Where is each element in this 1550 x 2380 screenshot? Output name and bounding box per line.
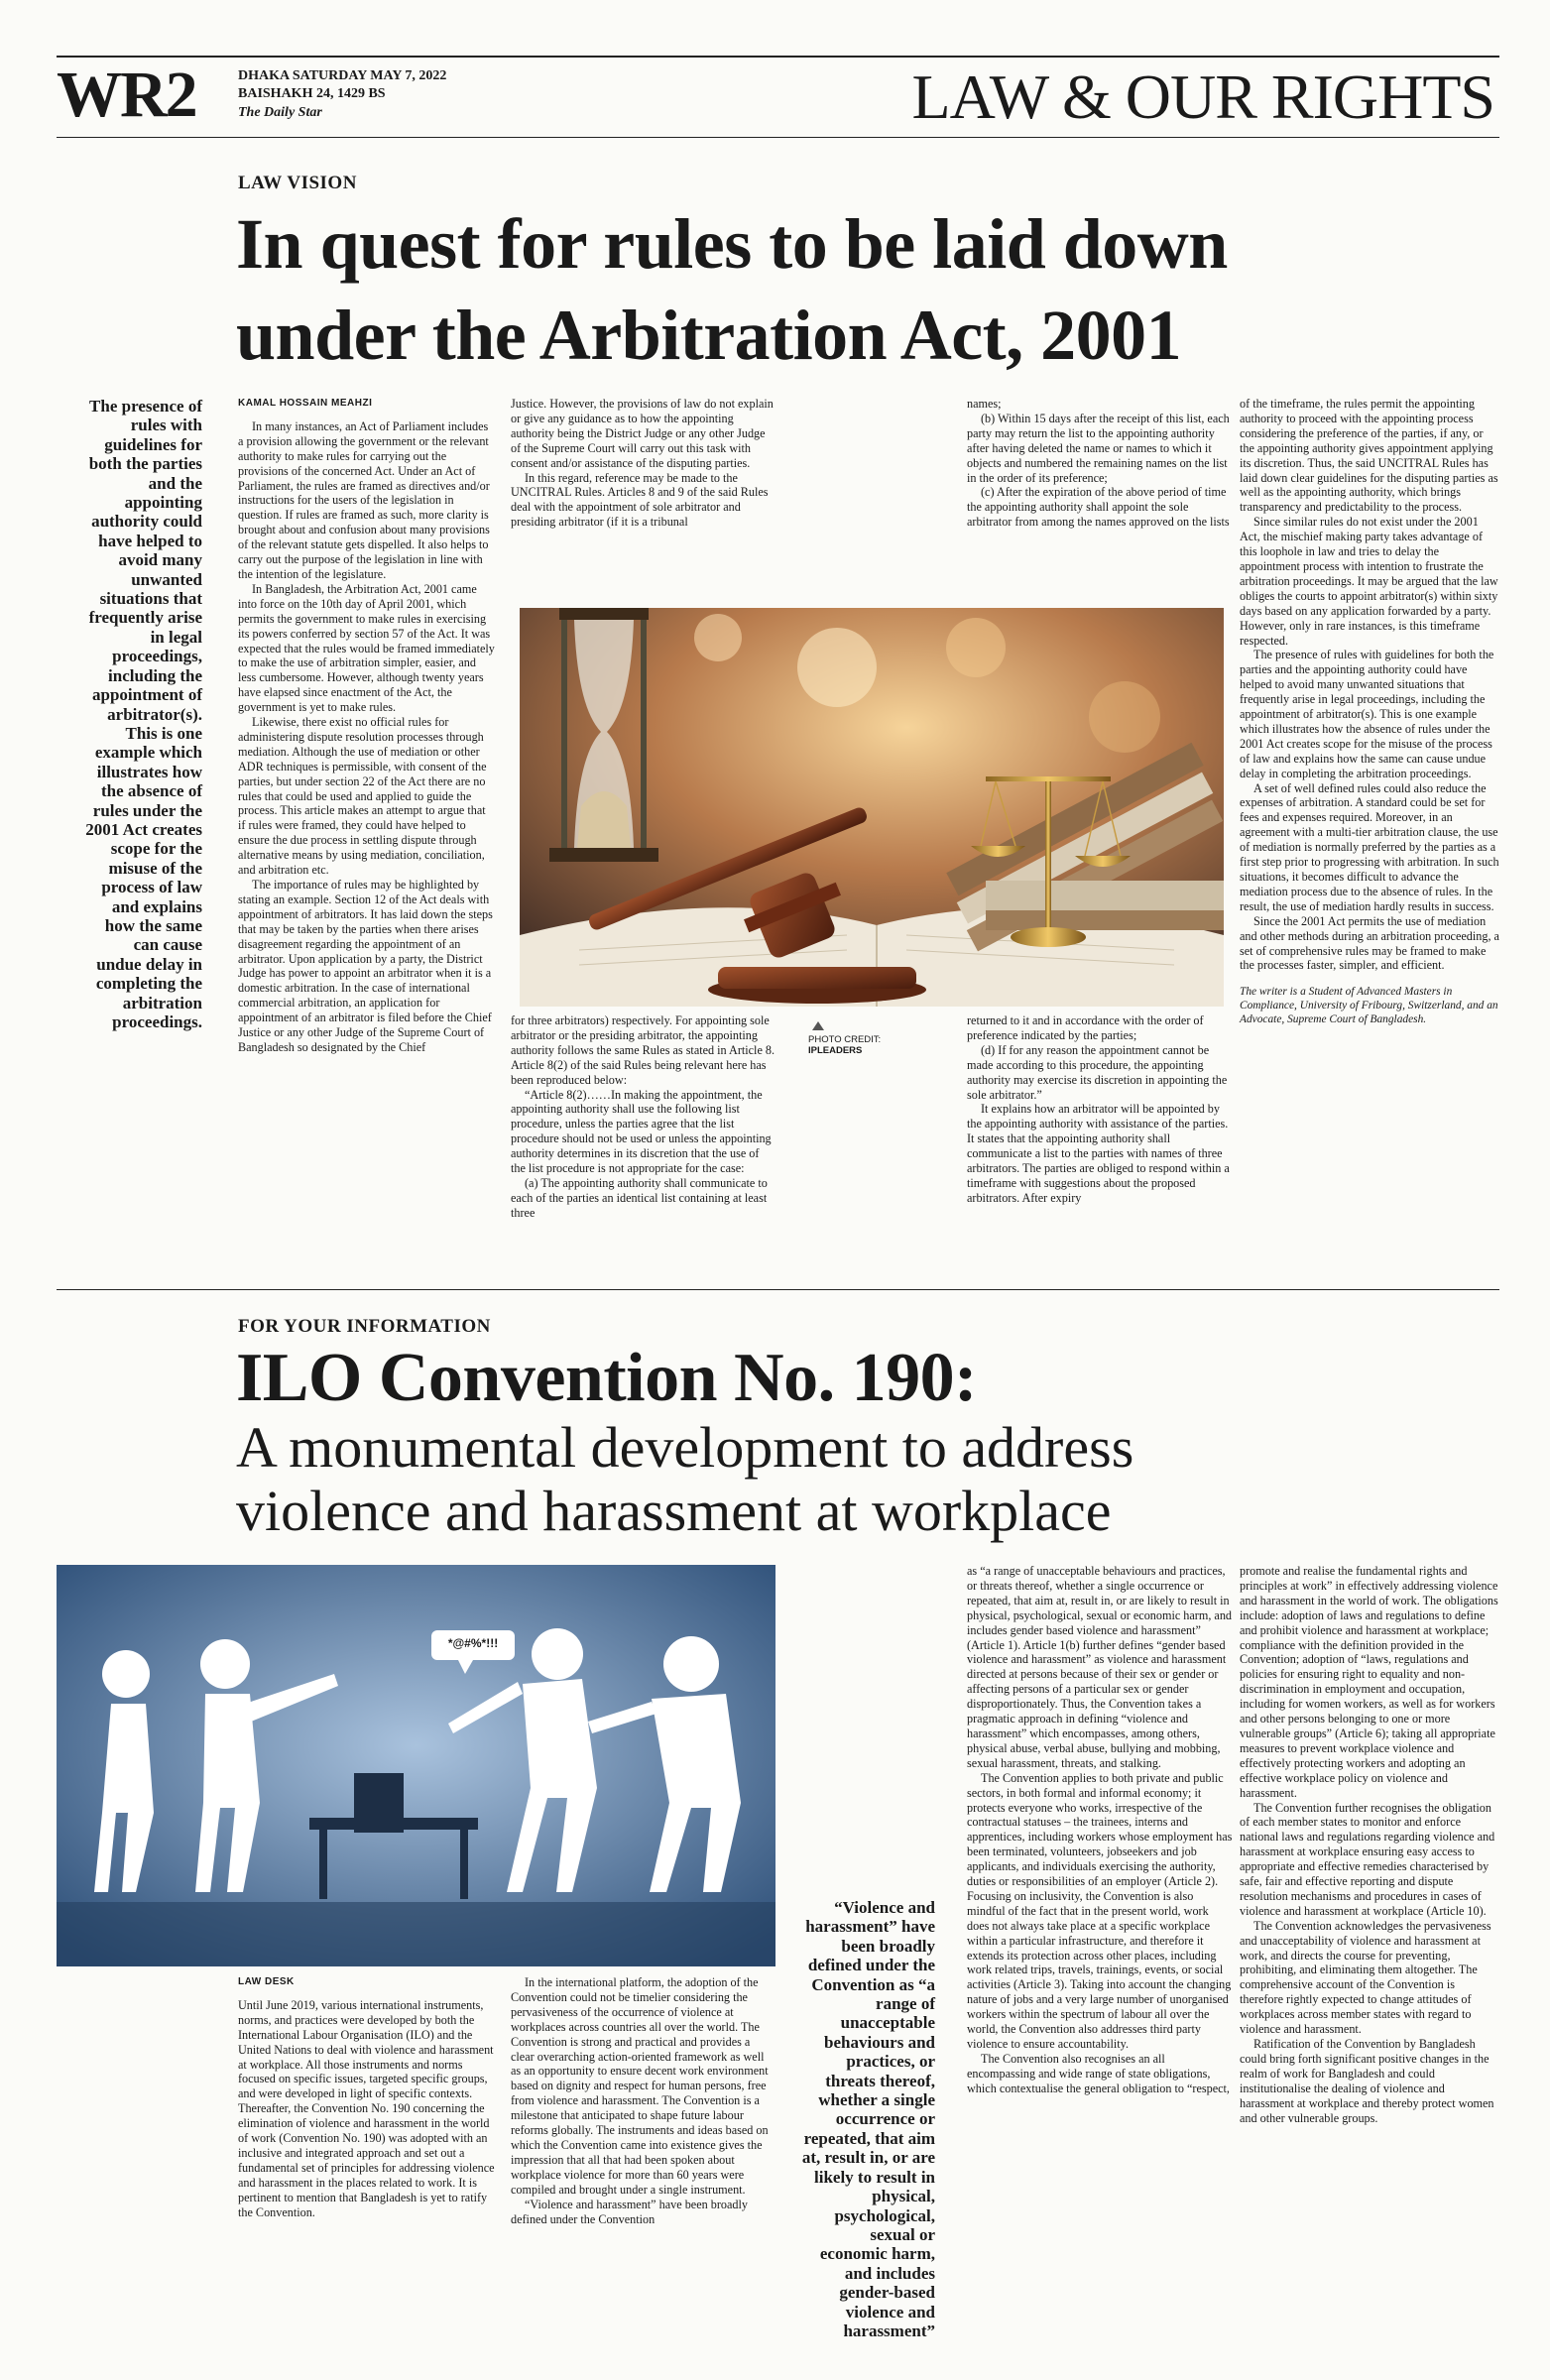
paragraph: The presence of rules with guidelines for both the parties and the appointing authority could have helped to avoid many unwanted situations that frequently arise in legal proceedings, including the appointment of arbitrator(s). This is one example which illustrates how the absence of rules under the 2001 Act creates scope for the misuse of the process of law and explains how the same can cause undue delay in completing the arbitration proceedings. (1240, 648, 1494, 780)
article2-kicker: FOR YOUR INFORMATION (238, 1316, 491, 1337)
paragraph: Likewise, there exist no official rules for administering dispute resolution processes through mediation. Although the use of mediation or other ADR techniques is permissible, with consent of the parties, but under section 22 of the Act there are no rules that could be used and applied to guide the process. This article makes an attempt to argue that if rules were framed, they could have helped to ensure the due process in settling dispute through alternative means by using mediation, conciliation, and arbitration etc. (238, 715, 487, 878)
arbitration-photo (520, 608, 1224, 1007)
top-rule (57, 56, 1499, 58)
section-divider (57, 1289, 1499, 1290)
article1-column-3-top (967, 397, 1233, 530)
paragraph: The Convention acknowledges the pervasiveness and unacceptability of violence and harassment at work, and directs the course for preventing, prohibiting, and eliminating them altogether. The comprehensive account of the Convention is therefore rightly expected to change attitudes of workplaces across member states with regard to violence and harassment. (1240, 1918, 1491, 2037)
paragraph: In many instances, an Act of Parliament includes a provision allowing the government or the relevant authority to make rules for carrying out the provisions of the concerned Act. Under an Act of Parliament, the rules are framed as directives and/or instructions for the users of the legislation in question. If rules are framed as such, more clarity is brought about and confusion about many provisions of the relevant statute gets dispelled. It also helps to carry out the purpose of the legislation in line with the intention of the legislature. (238, 418, 490, 581)
article2-column-2 (511, 1975, 776, 2226)
paragraph: It explains how an arbitrator will be appointed by the appointing authority with assistance of the parties. It states that the appointing authority shall communicate a list to the parties with names of three arbitrators. The parties are obliged to respond within a timeframe with suggestions about the proposed arbitrators. After expiry (967, 1102, 1230, 1205)
paragraph: A set of well defined rules could also reduce the expenses of arbitration. A standard could be set for fees and expenses required. Moreover, in an agreement with a multi-tier arbitration clause, the use of mediation is normally preferred by the parties as a first step prior to progressing with arbitration. In such situations, it becomes difficult to advance the mediation process due to the absence of rules. In the result, the use of mediation hardly results in success. (1240, 780, 1499, 913)
article1-headline-line1: In quest for rules to be laid down (236, 204, 1228, 284)
writer-note: The writer is a Student of Advanced Masters in Compliance, University of Fribourg, Switzerland, and an Advocate, Supreme Court of Bangladesh. (1240, 986, 1498, 1026)
paragraph: names; (967, 397, 1002, 411)
harassment-illustration (57, 1565, 775, 1966)
paragraph: promote and realise the fundamental rights and principles at work” in effectively addressing violence and harassment in the world of work. The obligations include: adoption of laws and regulations to define and prohibit violence and harassment at workplace; compliance with the definition provided in the Convention; adoption of “laws, regulations and policies for ensuring right to equality and non-discrimination in employment and occupation, including for women workers, as well as for workers and other persons belonging to one or more vulnerable groups” (Article 6); taking all appropriate measures to prevent workplace violence and effectively protecting workers and adopting an effective workplace policy on violence and harassment. (1240, 1564, 1498, 1800)
photo-credit-label: PHOTO CREDIT: (808, 1034, 882, 1045)
article1-column-2-bottom (511, 1013, 776, 1221)
article1-byline: KAMAL HOSSAIN MEAHZI (238, 398, 373, 409)
article2-column-4 (1240, 1564, 1499, 2125)
paragraph: returned to it and in accordance with the order of preference indicated by the parties; (967, 1013, 1204, 1042)
paragraph: Ratification of the Convention by Bangladesh could bring forth significant positive changes in the realm of work for Bangladesh and could institutionalise the dealing of violence and harassment at workplace and thereby protect women and other vulnerable groups. (1240, 2037, 1494, 2125)
masthead-rule (57, 137, 1499, 138)
article2-subhead-line1: A monumental development to address (236, 1415, 1134, 1480)
article1-column-3-bottom (967, 1013, 1233, 1206)
paragraph: (d) If for any reason the appointment cannot be made according to this procedure, the appointing authority may exercise its discretion in appointing the sole arbitrator.” (967, 1042, 1228, 1102)
paragraph: Since the 2001 Act permits the use of mediation and other methods during an arbitration proceeding, a set of comprehensive rules may be framed to make the processes faster, simpler, and efficient. (1240, 913, 1499, 973)
paragraph: “Violence and harassment” have been broadly defined under the Convention (511, 2197, 748, 2226)
paragraph: The Convention applies to both private and public sectors, in both formal and informal economy; it protects everyone who works, irrespective of the contractual statuses – the trainees, interns and apprentices, including workers whose employment has been terminated, volunteers, jobseekers and job applicants, and individuals exercising the authority, duties or responsibilities of an employer (Article 2). Focusing on inclusivity, the Convention is also mindful of the fact that in the present world, work does not always take place at a specific workplace within a particular infrastructure, and therefore it extends its protection across other places, including work related trips, travels, trainings, events, or social activities (Article 3). Taking into account the changing nature of jobs and a very large number of unorganised workers within the spectrum of labour all over the world, the Convention also addresses third party violence to ensure accountability. (967, 1770, 1233, 2051)
paragraph: as “a range of unacceptable behaviours and practices, or threats thereof, whether a single occurrence or repeated, that aim at, result in, or are likely to result in physical, psychological, sexual or economic harm, and includes gender based violence and harassment” (Article 1). Article 1(b) further defines “gender based violence and harassment” as violence and harassment directed at persons because of their sex or gender or affecting persons of a particular sex or gender disproportionately. Thus, the Convention takes a pragmatic approach in defining “violence and harassment” which encompasses, among others, physical abuse, verbal abuse, bullying and mobbing, sexual harassment, threats, and stalking. (967, 1564, 1233, 1770)
paragraph: (c) After the expiration of the above period of time the appointing authority shall appoint the sole arbitrator from among the names approved on the lists (967, 485, 1230, 530)
paragraph: for three arbitrators) respectively. For appointing sole arbitrator or the presiding arbitrator, the appointing authority follows the same Rules as stated in Article 8. Article 8(2) of the said Rules being relevant here has been reproduced below: (511, 1013, 775, 1087)
section-title: LAW & OUR RIGHTS (911, 61, 1494, 132)
paragraph: Since similar rules do not exist under the 2001 Act, the mischief making party takes advantage of this loophole in law and tries to delay the appointment process with intention to frustrate the arbitration proceedings. It may be argued that the law obliges the courts to appoint arbitrator(s) within sixty days based on any application forwarded by a party. However, only in rare instances, is this timeframe respected. (1240, 515, 1498, 648)
article1-column-4 (1240, 397, 1499, 1026)
article1-pull-quote: The presence of rules with guidelines for both the parties and the appointing authority could have helped to avoid many unwanted situations that frequently arise in legal proceedings, including the appointment of arbitrator(s). This is one example which illustrates how the absence of rules under the 2001 Act creates scope for the misuse of the process of law and explains how the same can cause undue delay in completing the arbitration proceedings. (85, 397, 202, 1031)
article2-subhead (236, 1416, 1133, 1543)
article2-headline: ILO Convention No. 190: (236, 1340, 977, 1416)
paragraph: (b) Within 15 days after the receipt of this list, each party may return the list to the appointing authority after having deleted the name or names to which it objects and numbered the remaining names on the list in the order of its preference; (967, 411, 1230, 485)
photo-credit-source: IPLEADERS (808, 1045, 863, 1056)
article1-headline (236, 198, 1228, 381)
paragraph: Justice. However, the provisions of law do not explain or give any guidance as to how the appointing authority being the District Judge or any other Judge of the Supreme Court will carry out this task with consent and/or assistance of the disputing parties. (511, 397, 774, 470)
article1-column-1 (238, 397, 496, 1055)
paragraph: In the international platform, the adoption of the Convention could not be timelier considering the pervasiveness of the occurrence of violence at workplaces across countries all over the world. The Convention is strong and practical and provides a clear overarching action-oriented framework as well as an opportunity to ensure decent work environment based on dignity and respect for human persons, free from violence and harassment. The Convention is a milestone that anticipated to shape future labour reforms globally. The instruments and ideas based on which the Convention came into existence gives the impression that all that had been spoken about workplace violence for more than 60 years were compiled and brought under a single instrument. (511, 1975, 769, 2197)
article2-column-3 (967, 1564, 1233, 2096)
article1-headline-line2: under the Arbitration Act, 2001 (236, 296, 1182, 375)
article2-byline: LAW DESK (238, 1976, 295, 1987)
speech-bubble-text: *@#%*!!! (447, 1636, 499, 1650)
article1-kicker: LAW VISION (238, 173, 357, 193)
article2-column-1 (238, 1975, 498, 2220)
triangle-icon (812, 1021, 824, 1030)
paragraph: The importance of rules may be highlighted by stating an example. Section 12 of the Act deals with appointment of arbitrators. It has laid down the steps that may be taken by the parties when there arises disagreement regarding the appointment of an arbitrator. Upon application by a party, the District Judge has power to appoint an arbitrator when it is a domestic arbitration. In the case of international commercial arbitration, an application for appointment of an arbitrator is filed before the Chief Justice or any other Judge of the Supreme Court of Bangladesh so designated by the Chief (238, 878, 493, 1054)
article1-column-2-top (511, 397, 776, 530)
paragraph: The Convention also recognises an all encompassing and wide range of state obligations, which contextualise the general obligation to “respect, (967, 2051, 1230, 2095)
article2-subhead-line2: violence and harassment at workplace (236, 1479, 1112, 1543)
date-line: DHAKA SATURDAY MAY 7, 2022 (238, 68, 447, 83)
page-code: WR2 (57, 59, 196, 131)
photo-credit (808, 1021, 907, 1056)
article2-pull-quote: “Violence and harassment” have been broadly defined under the Convention as “a range of unacceptable behaviours and practices, or threats thereof, whether a single occurrence or repeated, that aim at, result in, or are likely to result in physical, psychological, sexual or economic harm, and includes gender-based violence and harassment” (801, 1898, 935, 2340)
paragraph: In Bangladesh, the Arbitration Act, 2001 came into force on the 10th day of April 2001, which permits the government to make rules in exercising its powers conferred by section 57 of the Act. It was expected that the rules would be framed immediately to make the use of arbitration simpler, easier, and less cumbersome. However, although twenty years have elapsed since enactment of the Act, the government is yet to make rules. (238, 581, 495, 715)
paragraph: Until June 2019, various international instruments, norms, and practices were developed by both the International Labour Organisation (ILO) and the United Nations to deal with violence and harassment at workplace. All those instruments and norms focused on specific issues, targeted specific groups, and were developed in light of specific contexts. Thereafter, the Convention No. 190 concerning the elimination of violence and harassment in the world of work (Convention No. 190) was adopted with an inclusive and integrated approach and set out a fundamental set of principles for addressing violence and harassment in the places related to work. It is pertinent to mention that Bangladesh is yet to ratify the Convention. (238, 1997, 495, 2219)
paragraph: of the timeframe, the rules permit the appointing authority to proceed with the appointing process considering the preference of the parties, if any, or the appointing authority gives appointment applying its discretion. Thus, the said UNCITRAL Rules has laid down clear guidelines for the disputing parties as well as the appointing authority, which brings transparency and predictability to the process. (1240, 397, 1498, 515)
bangla-date: BAISHAKH 24, 1429 BS (238, 86, 386, 101)
paragraph: “Article 8(2)……In making the appointment, the appointing authority shall use the following list procedure, unless the parties agree that the list procedure should not be used or unless the appointing authority determines in its discretion that the use of the list procedure is not appropriate for the case: (511, 1087, 772, 1176)
paragraph: In this regard, reference may be made to the UNCITRAL Rules. Articles 8 and 9 of the said Rules deal with the appointment of sole arbitrator and presiding arbitrator (if it is a tribunal (511, 470, 769, 530)
paragraph: The Convention further recognises the obligation of each member states to monitor and enforce national laws and regulations regarding violence and harassment at workplace ensuring easy access to appropriate and effective remedies characterised by safe, fair and effective reporting and dispute resolution mechanisms and procedures in cases of violence and harassment at workplace (Article 10). (1240, 1800, 1495, 1918)
paragraph: (a) The appointing authority shall communicate to each of the parties an identical list containing at least three (511, 1175, 768, 1220)
paper-name: The Daily Star (238, 105, 322, 120)
